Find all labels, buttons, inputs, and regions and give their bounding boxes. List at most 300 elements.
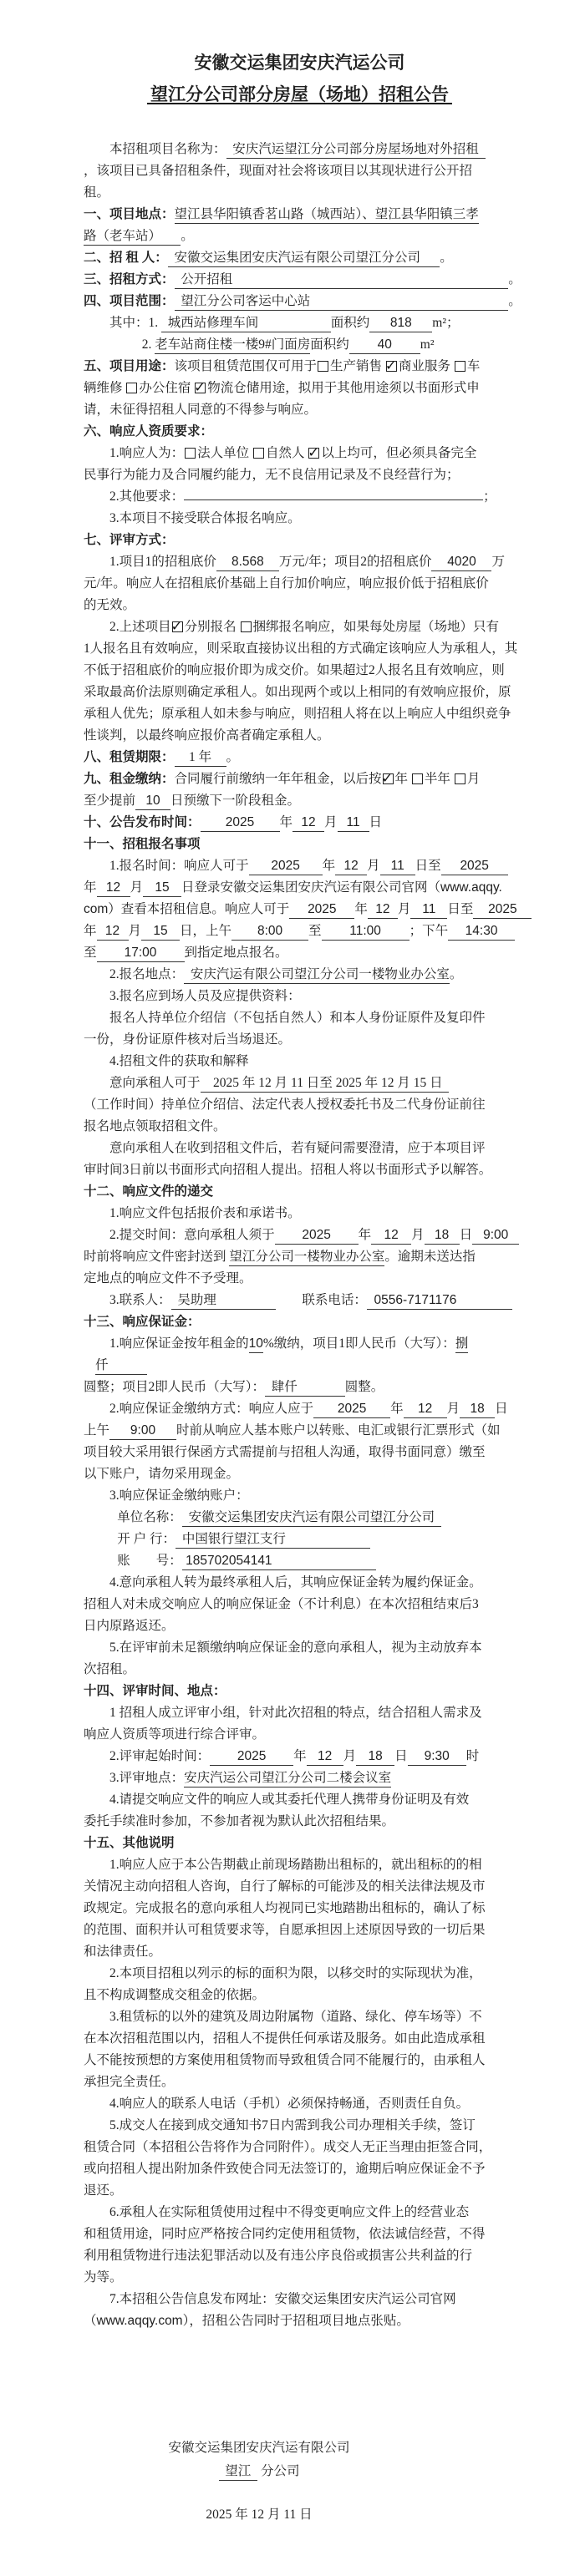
text-run: 1.响应人应于本公告期截止前现场踏勘出租标的，就出租标的的相 xyxy=(109,1858,482,1872)
text-run: 月 xyxy=(397,902,411,916)
blank-field: 路（老车站） xyxy=(84,228,181,246)
text-run: 生产销售 xyxy=(330,359,385,373)
text-run: 7.本招租公告信息发布网址：安徽交运集团安庆汽运公司官网 xyxy=(109,2292,456,2306)
checkbox-unchecked-icon xyxy=(455,773,465,784)
text-run: 月 xyxy=(130,880,144,895)
text-run: 项目较大采用银行保函方式需提前与招租人沟通，取得书面同意）缴至 xyxy=(84,1445,486,1459)
text-run: 合同履行前缴纳一年年租金，以后按 xyxy=(174,772,382,786)
text-run: www.aqqy.com xyxy=(96,2314,183,2328)
doc-line xyxy=(84,747,516,768)
blank-field: 15 xyxy=(143,880,181,897)
blank-field: 老车站商住楼一楼9#门面房 xyxy=(155,337,310,354)
doc-line xyxy=(84,443,516,464)
blank-field: 12 xyxy=(404,1401,447,1418)
doc-line xyxy=(84,1833,516,1854)
text-run: 年 xyxy=(293,1749,307,1763)
text-run: 本招租项目名称为： xyxy=(109,142,226,156)
text-run: 。 xyxy=(508,294,521,308)
checkbox-unchecked-icon xyxy=(241,621,252,632)
text-run: 。 xyxy=(449,967,463,981)
text-run: 九、租金缴纳： xyxy=(84,772,175,786)
doc-line xyxy=(84,2245,516,2267)
text-run: 半年 xyxy=(424,772,454,786)
doc-line xyxy=(84,1420,516,1442)
text-run: 且不构成调整成交租金的依据。 xyxy=(84,1988,266,2002)
blank-field: 2025 xyxy=(275,1227,359,1245)
checkbox-unchecked-icon xyxy=(318,361,328,372)
blank-field: 17:00 xyxy=(97,945,185,962)
text-run: 2.报名地点： xyxy=(109,967,185,981)
text-run: 办公住宿 xyxy=(139,381,195,395)
doc-line xyxy=(84,1746,516,1767)
checkbox-checked-icon xyxy=(386,361,397,372)
text-run: 自然人 xyxy=(266,446,308,460)
text-run: 在本次招租范围以内，招租人不提供任何承诺及服务。如由此造成承租 xyxy=(84,2031,486,2046)
doc-line xyxy=(84,1051,516,1072)
text-run: 车 xyxy=(466,359,481,373)
blank-field: 吴助理 xyxy=(171,1292,277,1310)
text-run: 七、评审方式： xyxy=(84,533,175,547)
text-run: （ xyxy=(84,2314,97,2328)
doc-line xyxy=(84,1724,516,1746)
text-run: ），招租公告同时于招租项目地点张贴。 xyxy=(182,2314,410,2328)
text-run: m² xyxy=(420,337,435,352)
text-run: 年 xyxy=(390,1402,404,1416)
text-run: www.aqqy. xyxy=(440,880,502,895)
doc-line xyxy=(84,551,516,573)
text-run: 六、响应人资质要求： xyxy=(84,424,214,439)
doc-line xyxy=(84,877,516,899)
doc-line xyxy=(84,1876,516,1898)
blank-field: 2025 xyxy=(201,814,280,832)
doc-line xyxy=(84,269,521,291)
text-run: 4.招租文件的获取和解释 xyxy=(109,1054,249,1068)
text-run: 4.请提交响应文件的响应人或其委托代理人携带身份证明及有效 xyxy=(109,1793,470,1807)
text-run: ； xyxy=(483,489,496,504)
text-run: 为等。 xyxy=(84,2270,123,2284)
text-run: 八、租赁期限： xyxy=(84,750,175,764)
text-run: 法人单位 xyxy=(197,446,253,460)
doc-line xyxy=(84,312,516,334)
doc-line xyxy=(84,2224,516,2245)
doc-line xyxy=(84,1854,516,1876)
doc-line xyxy=(84,182,516,204)
text-run: 到指定地点报名。 xyxy=(184,946,288,960)
doc-line xyxy=(84,378,516,399)
doc-line xyxy=(84,1116,516,1138)
text-run: 次招租。 xyxy=(84,1662,136,1676)
text-run: 商业服务 xyxy=(398,359,454,373)
text-run: 6.承租人在实际租赁使用过程中不得变更响应文件上的经营业态 xyxy=(109,2205,470,2219)
text-run: 的范围、面积并认可租赁要求等，自愿承担因上述原因导致的一切后果 xyxy=(84,1923,486,1937)
doc-line xyxy=(84,855,516,877)
blank-field: 40 xyxy=(349,337,420,354)
footer-date xyxy=(84,2503,435,2527)
doc-line xyxy=(84,790,516,812)
doc-line xyxy=(84,660,516,682)
text-run: 十、公告发布时间： xyxy=(84,815,201,829)
text-run: 3.评审地点： xyxy=(109,1771,185,1785)
blank-field: 安徽交运集团安庆汽运有限公司望江分公司 xyxy=(168,250,440,267)
text-run: ）查看本招租信息。响应人可于 xyxy=(108,902,290,916)
doc-line xyxy=(84,1398,516,1420)
text-run: 1.项目1的招租底价 xyxy=(109,555,216,569)
text-run: 5.成交人在接到成交通知书7日内需到我公司办理相关手续，签订 xyxy=(109,2118,476,2132)
blank-field: 9:30 xyxy=(408,1748,466,1766)
text-run: 和法律责任。 xyxy=(84,1945,162,1959)
text-run: 的无效。 xyxy=(84,598,136,612)
text-run: 4.响应人的联系人电话（手机）必须保持畅通，否则责任自负。 xyxy=(109,2097,470,2111)
text-run: 承租人优先；原承租人如未参与响应，则招租人将在以上响应人中组织竞争 xyxy=(84,707,511,721)
document-title-line-1 xyxy=(84,47,516,79)
text-run: 以下账户，请勿采用现金。 xyxy=(84,1467,240,1481)
blank-field: 中国银行望江支行 xyxy=(176,1531,370,1549)
blank-field: 10 xyxy=(135,793,170,810)
doc-line xyxy=(84,899,516,920)
doc-line xyxy=(84,2028,516,2050)
doc-line xyxy=(84,920,516,942)
doc-line xyxy=(84,2006,516,2028)
document-title-line-2 xyxy=(84,79,516,110)
text-run: 日至 xyxy=(415,859,441,873)
doc-line xyxy=(84,2180,516,2202)
doc-line xyxy=(84,2071,516,2093)
checkbox-checked-icon xyxy=(383,773,394,784)
text-run: 时 xyxy=(465,1749,480,1763)
text-run xyxy=(276,1293,302,1307)
text-run: 3.联系人： xyxy=(109,1293,171,1307)
doc-line xyxy=(84,1985,516,2006)
doc-line xyxy=(84,942,516,964)
text-run: 分别报名 xyxy=(184,620,240,634)
text-run: 审时间3日前以书面形式向招租人提出。招租人将以书面形式予以解答。 xyxy=(84,1163,492,1177)
text-run: 2.提交时间：意向承租人须于 xyxy=(109,1228,275,1242)
doc-line xyxy=(84,638,516,660)
doc-line xyxy=(84,703,516,725)
text-run: 报名地点领取招租文件。 xyxy=(84,1119,226,1133)
text-run: 开 户 行： xyxy=(117,1532,176,1546)
doc-line xyxy=(84,768,516,790)
text-run: 关情况主动向招租人咨询，自行了解标的可能涉及的相关法律法规及市 xyxy=(84,1879,486,1894)
doc-line xyxy=(84,1767,516,1789)
doc-line xyxy=(84,2267,516,2289)
text-run: 1人报名且有效响应，则采取直接协议出租的方式确定该响应人为承租人，其 xyxy=(84,641,518,656)
text-run: 3.响应保证金缴纳账户： xyxy=(109,1488,249,1503)
blank-field: 望江 xyxy=(219,2463,258,2481)
text-run: 月 xyxy=(367,859,380,873)
doc-line xyxy=(84,1507,516,1529)
doc-line xyxy=(84,508,516,530)
blank-field: 2025 xyxy=(289,901,354,919)
text-run: 面积约 xyxy=(330,316,370,330)
text-run: 利用租赁物进行违法犯罪活动以及有违公序良俗或损害公共利益的行 xyxy=(84,2249,473,2263)
text-run: 十四、评审时间、地点： xyxy=(84,1684,226,1698)
doc-line xyxy=(84,1094,516,1116)
doc-line xyxy=(84,1268,516,1290)
text-run: 退还。 xyxy=(84,2183,123,2198)
blank-field: 11:00 xyxy=(322,923,410,941)
text-run: 意向承租人在收到招租文件后，若有疑问需要澄清，应于本项目评 xyxy=(109,1141,486,1155)
text-run: 1.响应人为： xyxy=(109,446,185,460)
doc-line xyxy=(84,1159,516,1181)
text-run: 人不能按预想的方案使用租赁物而导致租赁合同不能履行的，由承租人 xyxy=(84,2053,486,2067)
blank-field: 11 xyxy=(338,814,369,832)
text-run: 月 xyxy=(466,772,481,786)
text-run: 圆整；项目2即人民币（大写）： xyxy=(84,1380,266,1394)
text-run: 万 xyxy=(491,555,505,569)
text-run: 月 xyxy=(324,815,338,829)
text-run: 元/年。响应人在招租底价基础上自行加价响应，响应报价低于招租底价 xyxy=(84,576,489,591)
text-run: 采取最高价法原则确定承租人。如出现两个或以上相同的有效响应报价，原 xyxy=(84,685,511,699)
text-run: m²； xyxy=(432,316,460,330)
doc-line xyxy=(84,1789,516,1811)
blank-field: 4020 xyxy=(431,554,491,571)
blank-field: 2025 xyxy=(249,858,323,875)
checkbox-unchecked-icon xyxy=(253,448,264,459)
doc-line xyxy=(84,834,516,855)
checkbox-unchecked-icon xyxy=(126,383,137,393)
blank-field: 14:30 xyxy=(448,923,515,941)
text-run: 年 xyxy=(358,1228,372,1242)
text-run: 分公司 xyxy=(257,2464,300,2478)
text-run: 五、项目用途： xyxy=(84,359,175,373)
doc-line xyxy=(84,725,516,747)
doc-line xyxy=(84,2310,516,2332)
blank-field: 1 年 xyxy=(175,749,226,767)
doc-line xyxy=(84,1659,516,1681)
doc-line xyxy=(84,1377,516,1398)
text-run: ；下午 xyxy=(409,924,449,938)
doc-line xyxy=(84,964,516,986)
text-run: 1.响应文件包括报价表和承诺书。 xyxy=(109,1206,301,1220)
text-run: 委托手续准时参加，不参加者视为默认此次招租结果。 xyxy=(84,1814,395,1828)
blank-field: 8.568 xyxy=(216,554,279,571)
blank-field: 安徽交运集团安庆汽运有限公司望江分公司 xyxy=(182,1509,441,1527)
blank-field: 望江分公司部分房屋（场地）招租公告 xyxy=(147,86,452,104)
text-run: 3.本项目不接受联合体报名响应。 xyxy=(109,511,301,525)
document-body xyxy=(84,139,521,2332)
text-run: 5.在评审前未足额缴纳响应保证金的意向承租人，视为主动放弃本 xyxy=(109,1640,482,1655)
text-run: 。逾期未送达指 xyxy=(384,1250,476,1264)
text-run: 定地点的响应文件不予受理。 xyxy=(84,1271,252,1285)
text-run: 2.上述项目 xyxy=(109,620,171,634)
text-run: 2.评审起始时间： xyxy=(109,1749,211,1763)
blank-field: 望江分公司客运中心站 xyxy=(175,293,509,311)
text-run: 圆整。 xyxy=(344,1380,384,1394)
blank-field: 安庆汽运公司望江分公司二楼会议室 xyxy=(184,1770,391,1787)
text-run: 和租赁用途，同时应严格按合同约定使用租赁物，依法诚信经营，不得 xyxy=(84,2227,486,2241)
doc-line xyxy=(84,530,516,551)
text-run: 请，未征得招租人同意的不得参与响应。 xyxy=(84,403,318,417)
text-run: 年 xyxy=(394,772,411,786)
blank-field: 安庆汽运有限公司望江分公司一楼物业办公室 xyxy=(184,966,450,984)
text-run: 月 xyxy=(128,924,142,938)
doc-line xyxy=(84,1572,516,1594)
text-run: 租赁合同（本招租公告将作为合同附件）。成交人无正当理由拒签合同， xyxy=(84,2140,492,2154)
text-run: 性谈判，以最终响应报价高者确定承租人。 xyxy=(84,728,330,743)
text-run: 月 xyxy=(411,1228,425,1242)
doc-line xyxy=(84,1029,516,1051)
text-run: 十一、招租报名事项 xyxy=(84,837,201,851)
checkbox-unchecked-icon xyxy=(455,361,465,372)
text-run: 日内原路返还。 xyxy=(84,1619,175,1633)
text-run: 安徽交运集团安庆汽运公司 xyxy=(194,53,405,73)
doc-line xyxy=(84,421,516,443)
doc-line xyxy=(84,2289,516,2310)
doc-line xyxy=(84,573,516,595)
text-run: 至少提前 xyxy=(84,794,136,808)
text-run: 一份，身份证原件核对后当场退还。 xyxy=(84,1032,292,1047)
doc-line xyxy=(84,595,516,616)
doc-line xyxy=(84,1181,516,1203)
blank-field: 185702054141 xyxy=(182,1553,376,1570)
text-run: 日 xyxy=(459,1228,473,1242)
text-run: 1.响应保证金按年租金的 xyxy=(109,1336,249,1351)
text-run: 1.报名时间：响应人可于 xyxy=(109,859,249,873)
text-run: 响应人资质等项进行综合评审。 xyxy=(84,1727,266,1742)
doc-line xyxy=(84,1963,516,1985)
text-run: 安徽交运集团安庆汽运有限公司 xyxy=(168,2441,350,2455)
doc-line xyxy=(84,1072,516,1094)
checkbox-checked-icon xyxy=(308,448,319,459)
doc-line xyxy=(84,1550,516,1572)
checkbox-checked-icon xyxy=(172,621,183,632)
text-run: 三、招租方式： xyxy=(84,272,175,287)
text-run: 2.其他要求： xyxy=(109,489,185,504)
text-run: 年 xyxy=(354,902,368,916)
text-run: 月 xyxy=(343,1749,357,1763)
blank-field: 望江县华阳镇香茗山路（城西站）、望江县华阳镇三孝 xyxy=(175,206,479,224)
text-run: 2.响应保证金缴纳方式：响应人应于 xyxy=(109,1402,314,1416)
footer-branch xyxy=(84,2460,435,2483)
blank-field: 肆仟 xyxy=(265,1379,345,1397)
doc-line xyxy=(84,682,516,703)
text-run: 物流仓储用途，拟用于其他用途须以书面形式申 xyxy=(207,381,480,395)
doc-line xyxy=(84,1311,516,1333)
doc-line xyxy=(84,464,516,486)
text-run: 至 xyxy=(84,946,97,960)
blank-field: 18 xyxy=(460,1401,495,1418)
doc-line xyxy=(84,291,521,312)
text-run: 3.报名应到场人员及应提供资料： xyxy=(109,989,301,1003)
text-run: 年 xyxy=(84,924,97,938)
blank-field: 望江分公司一楼物业办公室 xyxy=(229,1249,384,1266)
doc-line xyxy=(84,139,516,160)
text-run: com xyxy=(84,902,109,916)
text-run: 或向招租人提出附加条件致使合同无法签订的，逾期后响应保证金不予 xyxy=(84,2162,486,2176)
doc-line xyxy=(84,1811,516,1833)
text-run: 承担完全责任。 xyxy=(84,2075,175,2089)
text-run: （工作时间）持单位介绍信、法定代表人授权委托书及二代身份证前往 xyxy=(84,1098,486,1112)
text-run: 4.意向承租人转为最终承租人后，其响应保证金转为履约保证金。 xyxy=(109,1575,482,1590)
doc-line xyxy=(84,1355,516,1377)
text-run: 该项目租赁范围仅可用于 xyxy=(174,359,318,373)
blank-field xyxy=(184,499,483,500)
blank-field: 公开招租 xyxy=(175,271,509,289)
doc-line xyxy=(84,1333,516,1355)
text-run: 上午 xyxy=(84,1423,110,1438)
doc-line xyxy=(84,334,516,356)
text-run: 报名人持单位介绍信（不包括自然人）和本人身份证原件及复印件 xyxy=(109,1011,486,1025)
text-run: 年 xyxy=(322,859,336,873)
text-run: 。 xyxy=(508,272,521,287)
text-run: 年 xyxy=(84,880,97,895)
text-run: 至 xyxy=(308,924,322,938)
text-run: 辆维修 xyxy=(84,381,126,395)
text-run: 2025 年 12 月 11 日 xyxy=(206,2508,313,2522)
doc-line xyxy=(84,1529,516,1550)
text-run: 日至 xyxy=(447,902,474,916)
text-run: 日，上午 xyxy=(180,924,232,938)
doc-line xyxy=(84,1941,516,1963)
doc-line xyxy=(84,1594,516,1615)
text-run: 日 xyxy=(495,1402,508,1416)
blank-field: 2025 xyxy=(473,901,532,919)
doc-line xyxy=(84,616,516,638)
text-run: ，该项目已具备招租条件，现面对社会将该项目以其现状进行公开招 xyxy=(84,164,473,178)
text-run: 捆绑报名响应，如果每处房屋（场地）只有 xyxy=(252,620,500,634)
blank-field: 12 xyxy=(335,858,367,875)
text-run: 一、项目地点： xyxy=(84,207,175,221)
text-run: 日 xyxy=(369,815,383,829)
text-run: 二、招 租 人： xyxy=(84,251,168,265)
text-run: 面积约 xyxy=(310,337,349,352)
text-run: 日预缴下一阶段租金。 xyxy=(170,794,301,808)
doc-line xyxy=(84,1203,516,1225)
doc-line xyxy=(84,1442,516,1463)
doc-line xyxy=(84,1637,516,1659)
text-run: 日 xyxy=(394,1749,408,1763)
footer-company xyxy=(84,2437,435,2460)
blank-field: 安庆汽运望江分公司部分房屋场地对外招租 xyxy=(226,141,486,159)
blank-field: 12 xyxy=(307,1748,343,1766)
text-run: 不低于招租底价的响应报价即为成交价。如果超过2人报名且有效响应，则 xyxy=(84,663,505,677)
doc-line xyxy=(84,356,516,378)
text-run: 以上均可，但必须具备完全 xyxy=(321,446,477,460)
checkbox-unchecked-icon xyxy=(412,773,423,784)
text-run: 。 xyxy=(181,229,194,243)
doc-line xyxy=(84,486,516,508)
doc-line xyxy=(84,1681,516,1702)
doc-line xyxy=(84,2158,516,2180)
text-run: 账 号： xyxy=(117,1554,182,1568)
doc-line xyxy=(84,247,516,269)
doc-line xyxy=(84,1007,516,1029)
doc-line xyxy=(84,1463,516,1485)
text-run: 租。 xyxy=(84,185,110,200)
document-title xyxy=(84,47,516,110)
doc-line xyxy=(84,1919,516,1941)
doc-line xyxy=(84,2202,516,2224)
doc-line xyxy=(84,1615,516,1637)
text-run: 联系电话： xyxy=(302,1293,367,1307)
blank-field: 2025 xyxy=(210,1748,293,1766)
text-run: 四、项目范围： xyxy=(84,294,175,308)
text-run: 3.租赁标的以外的建筑及周边附属物（道路、绿化、停车场等）不 xyxy=(109,2010,482,2024)
doc-line xyxy=(84,399,516,421)
doc-line xyxy=(84,812,516,834)
doc-line xyxy=(84,986,516,1007)
text-run: 年 xyxy=(279,815,293,829)
text-run: 1 招租人成立评审小组，针对此次招租的特点，结合招租人需求及 xyxy=(109,1706,482,1720)
text-run: 十二、响应文件的递交 xyxy=(84,1184,214,1199)
blank-field: 城西站修理车间 xyxy=(161,315,331,332)
blank-field: 12 xyxy=(371,1227,411,1245)
text-run: 十三、响应保证金： xyxy=(84,1315,201,1329)
blank-field: 9:00 xyxy=(109,1422,176,1440)
text-run: 政规定。完成报名的意向承租人均视同已实地踏勘出租标的，确认了标 xyxy=(84,1901,486,1915)
blank-field: 仟 xyxy=(95,1357,147,1375)
